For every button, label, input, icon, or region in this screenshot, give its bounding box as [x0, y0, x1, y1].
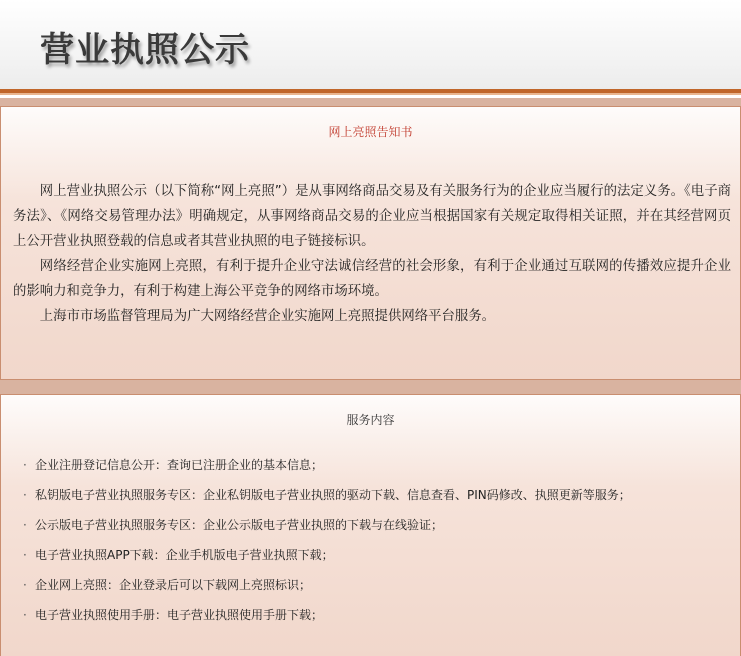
service-item-label: 公示版电子营业执照服务专区：企业公示版电子营业执照的下载与在线验证； [35, 518, 444, 532]
page-title: 营业执照公示 [40, 30, 250, 70]
service-item-registration-info[interactable] [23, 455, 631, 485]
notice-panel [0, 106, 741, 380]
bullet-icon: · [23, 518, 27, 532]
bullet-icon: · [23, 548, 27, 562]
notice-body [13, 179, 731, 329]
service-item-label: 企业注册登记信息公开：查询已注册企业的基本信息； [35, 458, 324, 472]
page-header [0, 0, 741, 90]
notice-paragraph-3: 上海市市场监督管理局为广大网络经营企业实施网上亮照提供网络平台服务。 [39, 309, 496, 324]
bullet-icon: · [23, 488, 27, 502]
service-item-private-key-license[interactable] [23, 485, 631, 515]
notice-paragraph-1: 网上营业执照公示（以下简称“网上亮照”）是从事网络商品交易及有关服务行为的企业应当履行的法定义务。《电子商务法》、《网络交易管理办法》明确规定，从事网络商品交易的企业应当根据国家有关规定取得相关证照，并在其经营网页上公开营业执照登载的信息或者其营业执照的电子链接标识。 [13, 184, 731, 249]
service-item-label: 电子营业执照使用手册：电子营业执照使用手册下载； [35, 608, 324, 622]
notice-paragraph-2: 网络经营企业实施网上亮照，有利于提升企业守法诚信经营的社会形象，有利于企业通过互联网的传播效应提升企业的影响力和竞争力，有利于构建上海公平竞争的网络市场环境。 [13, 259, 731, 299]
header-divider [0, 89, 741, 95]
bullet-icon: · [23, 608, 27, 622]
services-list [23, 455, 631, 635]
services-title: 服务内容 [346, 413, 395, 427]
bullet-icon: · [23, 458, 27, 472]
service-item-public-license[interactable] [23, 515, 631, 545]
service-item-online-display[interactable] [23, 575, 631, 605]
service-item-label: 私钥版电子营业执照服务专区：企业私钥版电子营业执照的驱动下载、信息查看、PIN码修改、执照更新等服务； [35, 488, 631, 502]
service-item-app-download[interactable] [23, 545, 631, 575]
notice-title: 网上亮照告知书 [328, 125, 413, 139]
services-panel [0, 394, 741, 656]
service-item-label: 企业网上亮照：企业登录后可以下载网上亮照标识； [35, 578, 312, 592]
service-item-user-manual[interactable] [23, 605, 631, 635]
bullet-icon: · [23, 578, 27, 592]
service-item-label: 电子营业执照APP下载：企业手机版电子营业执照下载； [35, 548, 334, 562]
